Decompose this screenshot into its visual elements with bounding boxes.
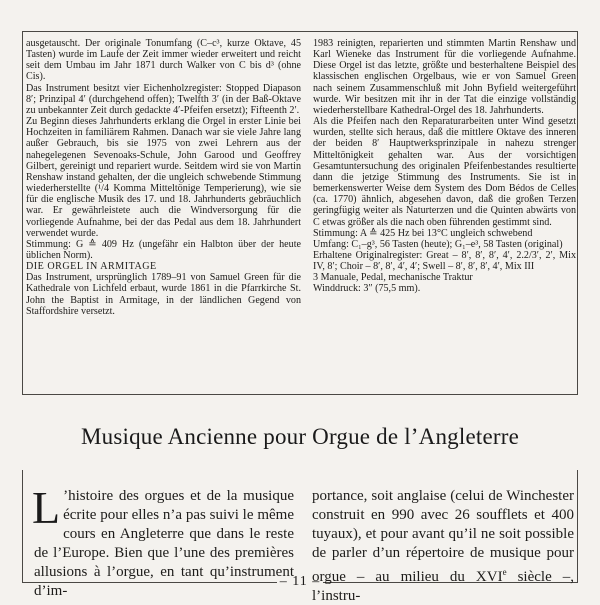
page-title: Musique Ancienne pour Orgue de l’Angleterre	[80, 424, 520, 449]
paragraph: Als die Pfeifen nach den Reparaturarbeiten unter Wind gesetzt wurden, stellte sich heraus, daß die mittlere Oktave des inneren der beiden 8′ Hauptwerksprinzipale in nahezu strenger Mitteltönigkeit gehalten war. Aus der vorsichtigen Gesamtuntersuchung des originalen Pfeifenbestandes resultierte dann die jetzige Stimmung des Instruments. Sie ist in bemerkenswerter Weise dem System des Dom Bédos de Celles (ca. 1770) ähnlich, abgesehen davon, daß die großen Terzen geringfügig weiter als Naturterzen und die Quinten abwärts von C etwas größer als die nach oben führenden gestimmt sind.	[313, 116, 576, 228]
paragraph: Das Instrument, ursprünglich 1789–91 von Samuel Green für die Kathedrale von Lichfeld erbaut, wurde 1861 in die Pfarrkirche St. John the Baptist in Armitage, in der ländlichen Gegend von Staffordshire versetzt.	[26, 272, 301, 317]
spec-line: 3 Manuale, Pedal, mechanische Traktur	[313, 272, 473, 284]
page-number: – 11 –	[279, 574, 321, 589]
superscript: e	[502, 566, 507, 577]
paragraph: 1983 reinigten, reparierten und stimmten Martin Renshaw und Karl Wieneke das Instrument für die vorliegende Aufnahme. Diese Orgel ist das letzte, größte und besterhaltene Beispiel des klassischen englischen Orgelbaus, wie er von Samuel Green nach seinem Zusammenschluß mit John Byfield weitergeführt wurde. Wir besitzen mit ihr in der Tat die einzige vollständig wiederherstellbare Kathedral-Orgel des 18. Jahrhunderts.	[313, 38, 576, 116]
page-left-margin-rule	[22, 470, 23, 582]
top-rule	[22, 31, 578, 32]
paragraph-text: ’histoire des orgues et de la musique écrite pour elles n’a pas suivi le même cours en Angleterre que dans le reste de l’Europe. Bien que l’une des premières allusions à l’orgue, en tant qu’instrument d’im-	[34, 488, 294, 599]
drop-cap: L	[32, 482, 61, 533]
section-heading: DIE ORGEL IN ARMITAGE	[26, 261, 157, 273]
bottom-rule	[22, 394, 578, 395]
spec-line: Stimmung: A ≙ 425 Hz bei 13°C ungleich schwebend	[313, 227, 533, 239]
paragraph-text: siècle –, l’instru-	[312, 568, 574, 604]
paragraph: Das Instrument besitzt vier Eichenholzregister: Stopped Diapason 8′; Prinzipal 4′ (durchgehend offen); Twelfth 3′ (in der Baß-Oktave zu unbekannter Zeit durch gedackte 4′-Pfeifen ersetzt); Fifteenth 2′.	[26, 82, 301, 116]
left-rule	[22, 31, 23, 395]
page-right-margin-rule	[577, 470, 578, 582]
paragraph: Zu Beginn dieses Jahrhunderts erklang die Orgel in erster Linie bei Hochzeiten in familiärem Rahmen. Danach war sie viele Jahre lang außer Gebrauch, bis sie 1975 von zwei Lehrern aus der nahegelegenen Sevenoaks-Schule, John Garood und Geoffrey Gilbert, gereinigt und repariert wurde. Seitdem wird sie von Martin Renshaw instand gehalten, der die ungleich schwebende Stimmung wiederherstellte (¹/4 Komma Mitteltönige Temperierung), wie sie für die englische Musik des 17. und 18. Jahrhunderts gebräuchlich war. Er gewährleistete auch die Windversorgung für die vorliegende Aufnahme, bei der das Pedal aus dem 18. Jahrhundert verwendet wurde.	[26, 116, 301, 239]
paragraph: ausgetauscht. Der originale Tonumfang (C–c³, kurze Oktave, 45 Tasten) wurde im Laufe der Zeit immer wieder erweitert und reicht seit dem Umbau im Jahr 1871 durch Walker von C bis d³ (ohne Cis).	[26, 38, 301, 83]
spec-line: Winddruck: 3″ (75,5 mm).	[313, 283, 421, 295]
paragraph-text: portance, soit anglaise (celui de Winchester construit en 990 avec 26 soufflets et 400 tuyaux), et pour avant qu’il ne soit possible de parler d’un répertoire de musique pour orgue – au milieu du XVI	[312, 488, 574, 585]
spec-line: Erhaltene Originalregister: Great – 8′, 8′, 8′, 4′, 2.2/3′, 2′, Mix IV, 8′; Choir – 8′, 8′, 4′, 4′; Swell – 8′, 8′, 8′, 4′, Mix III	[313, 249, 576, 273]
right-rule	[577, 31, 578, 395]
spec-line: Umfang: C₁–g³, 56 Tasten (heute); G₁–e³, 58 Tasten (original)	[313, 238, 563, 250]
left-text-column	[26, 38, 301, 317]
right-text-column	[313, 38, 576, 295]
paragraph: Stimmung: G ≙ 409 Hz (ungefähr ein Halbton über der heute üblichen Norm).	[26, 238, 301, 261]
